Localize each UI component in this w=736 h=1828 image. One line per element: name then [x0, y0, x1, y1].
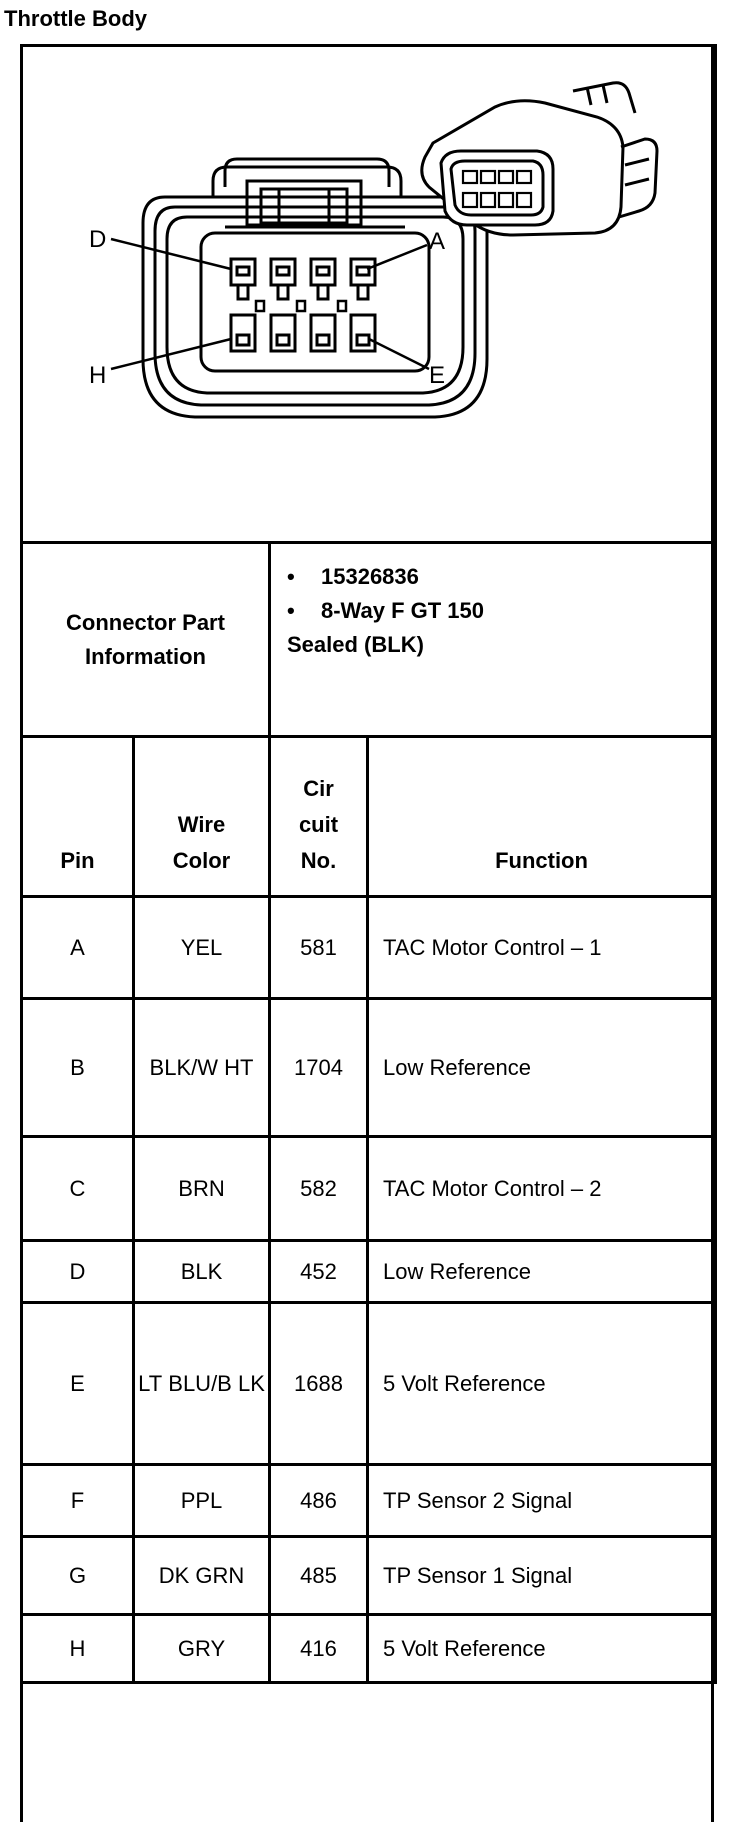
wire-color-cell	[134, 1615, 270, 1683]
wire-color-cell	[134, 1537, 270, 1615]
wire-color-cell	[134, 1303, 270, 1465]
pin-cavities-top	[231, 259, 375, 299]
pin-cavities-bottom	[231, 315, 375, 351]
connector-diagram	[25, 47, 713, 535]
wire-color-line: BLK	[180, 1258, 223, 1284]
wire-color-line: PPL	[180, 1487, 223, 1513]
function-cell	[368, 1537, 716, 1615]
diagram-row	[22, 46, 716, 543]
table-row	[22, 1537, 716, 1615]
function-cell	[368, 1615, 716, 1683]
description-line2: Sealed (BLK)	[287, 632, 424, 657]
header-pin: Pin	[22, 737, 134, 897]
function-cell	[368, 1137, 716, 1241]
pin-cell: H	[22, 1615, 134, 1683]
circuit-cell: 452	[270, 1241, 368, 1303]
wire-color-cell	[134, 999, 270, 1137]
pin-label-top-left: D	[88, 226, 106, 253]
wire-color-cell	[134, 897, 270, 999]
function-line: 5 Volt Reference	[383, 1635, 546, 1661]
function-cell	[368, 897, 716, 999]
circuit-cell: 486	[270, 1465, 368, 1537]
wire-color-line: DK GRN	[158, 1562, 245, 1588]
pin-cell: B	[22, 999, 134, 1137]
function-line: Low Reference	[383, 1258, 531, 1284]
circuit-cell: 1688	[270, 1303, 368, 1465]
part-number: 15326836	[321, 564, 419, 589]
header-function: Function	[368, 737, 716, 897]
function-cell	[368, 999, 716, 1137]
wire-color-cell	[134, 1465, 270, 1537]
description-line1: 8-Way F GT 150	[321, 598, 485, 623]
connector-info-label-line1: Connector Part	[66, 609, 225, 635]
bullet-icon: •	[287, 598, 295, 623]
pin-label-bottom-right: E	[428, 362, 445, 389]
table-row	[22, 1137, 716, 1241]
circuit-cell: 416	[270, 1615, 368, 1683]
table-row	[22, 897, 716, 999]
function-line: – 2	[570, 1175, 602, 1201]
circuit-cell: 581	[270, 897, 368, 999]
circuit-cell: 582	[270, 1137, 368, 1241]
function-cell	[368, 1241, 716, 1303]
function-line: TP Sensor 2 Signal	[383, 1487, 573, 1513]
function-cell	[368, 1465, 716, 1537]
table-row	[22, 1615, 716, 1683]
pin-cell: A	[22, 897, 134, 999]
wire-color-line: YEL	[180, 934, 223, 960]
pin-cell: E	[22, 1303, 134, 1465]
function-line: TAC Motor Control	[383, 1175, 565, 1201]
connector-info-value	[270, 543, 716, 737]
wire-color-line: BLK/W	[149, 1054, 218, 1080]
pin-label-bottom-left: H	[88, 362, 106, 389]
header-circuit-line1: Cir	[303, 776, 334, 801]
connector-3d-view	[421, 83, 656, 235]
circuit-cell: 485	[270, 1537, 368, 1615]
table-row	[22, 1465, 716, 1537]
connector-info-label	[22, 543, 270, 737]
table-row	[22, 1241, 716, 1303]
table-row	[22, 999, 716, 1137]
diagram-cell	[22, 46, 716, 543]
part-number-item	[287, 560, 706, 594]
pin-cell: C	[22, 1137, 134, 1241]
wire-color-line: LK	[237, 1370, 265, 1396]
function-line: Low Reference	[383, 1054, 531, 1080]
wire-color-cell	[134, 1241, 270, 1303]
wire-color-line: BLU/B	[168, 1370, 232, 1396]
latch	[225, 181, 405, 227]
circuit-cell: 1704	[270, 999, 368, 1137]
connector-info-label-line2: Information	[85, 643, 206, 669]
header-circuit-line2: cuit	[298, 812, 339, 837]
connector-table	[20, 44, 717, 1684]
pin-cell: F	[22, 1465, 134, 1537]
connector-info-row	[22, 543, 716, 737]
function-line: – 1	[570, 934, 602, 960]
pin-cell: D	[22, 1241, 134, 1303]
wire-color-line: HT	[224, 1054, 254, 1080]
wire-color-line: LT	[138, 1370, 163, 1396]
pin-cell: G	[22, 1537, 134, 1615]
header-wire-color-line2: Color	[172, 848, 231, 873]
pin-label-top-right: A	[428, 228, 445, 255]
header-row	[22, 737, 716, 897]
wire-color-line: BRN	[178, 1175, 225, 1201]
header-circuit	[270, 737, 368, 897]
header-wire-color	[134, 737, 270, 897]
keys	[256, 301, 346, 311]
function-line: TP Sensor 1 Signal	[383, 1562, 573, 1588]
page-title: Throttle Body	[4, 6, 147, 31]
function-line: TAC Motor Control	[383, 934, 565, 960]
bullet-icon: •	[287, 564, 295, 589]
wire-color-cell	[134, 1137, 270, 1241]
function-line: 5 Volt Reference	[383, 1370, 546, 1396]
wire-color-line: GRY	[177, 1635, 226, 1661]
table-row	[22, 1303, 716, 1465]
header-wire-color-line1: Wire	[177, 812, 226, 837]
header-circuit-line3: No.	[300, 848, 337, 873]
function-cell	[368, 1303, 716, 1465]
description-item	[287, 594, 706, 628]
